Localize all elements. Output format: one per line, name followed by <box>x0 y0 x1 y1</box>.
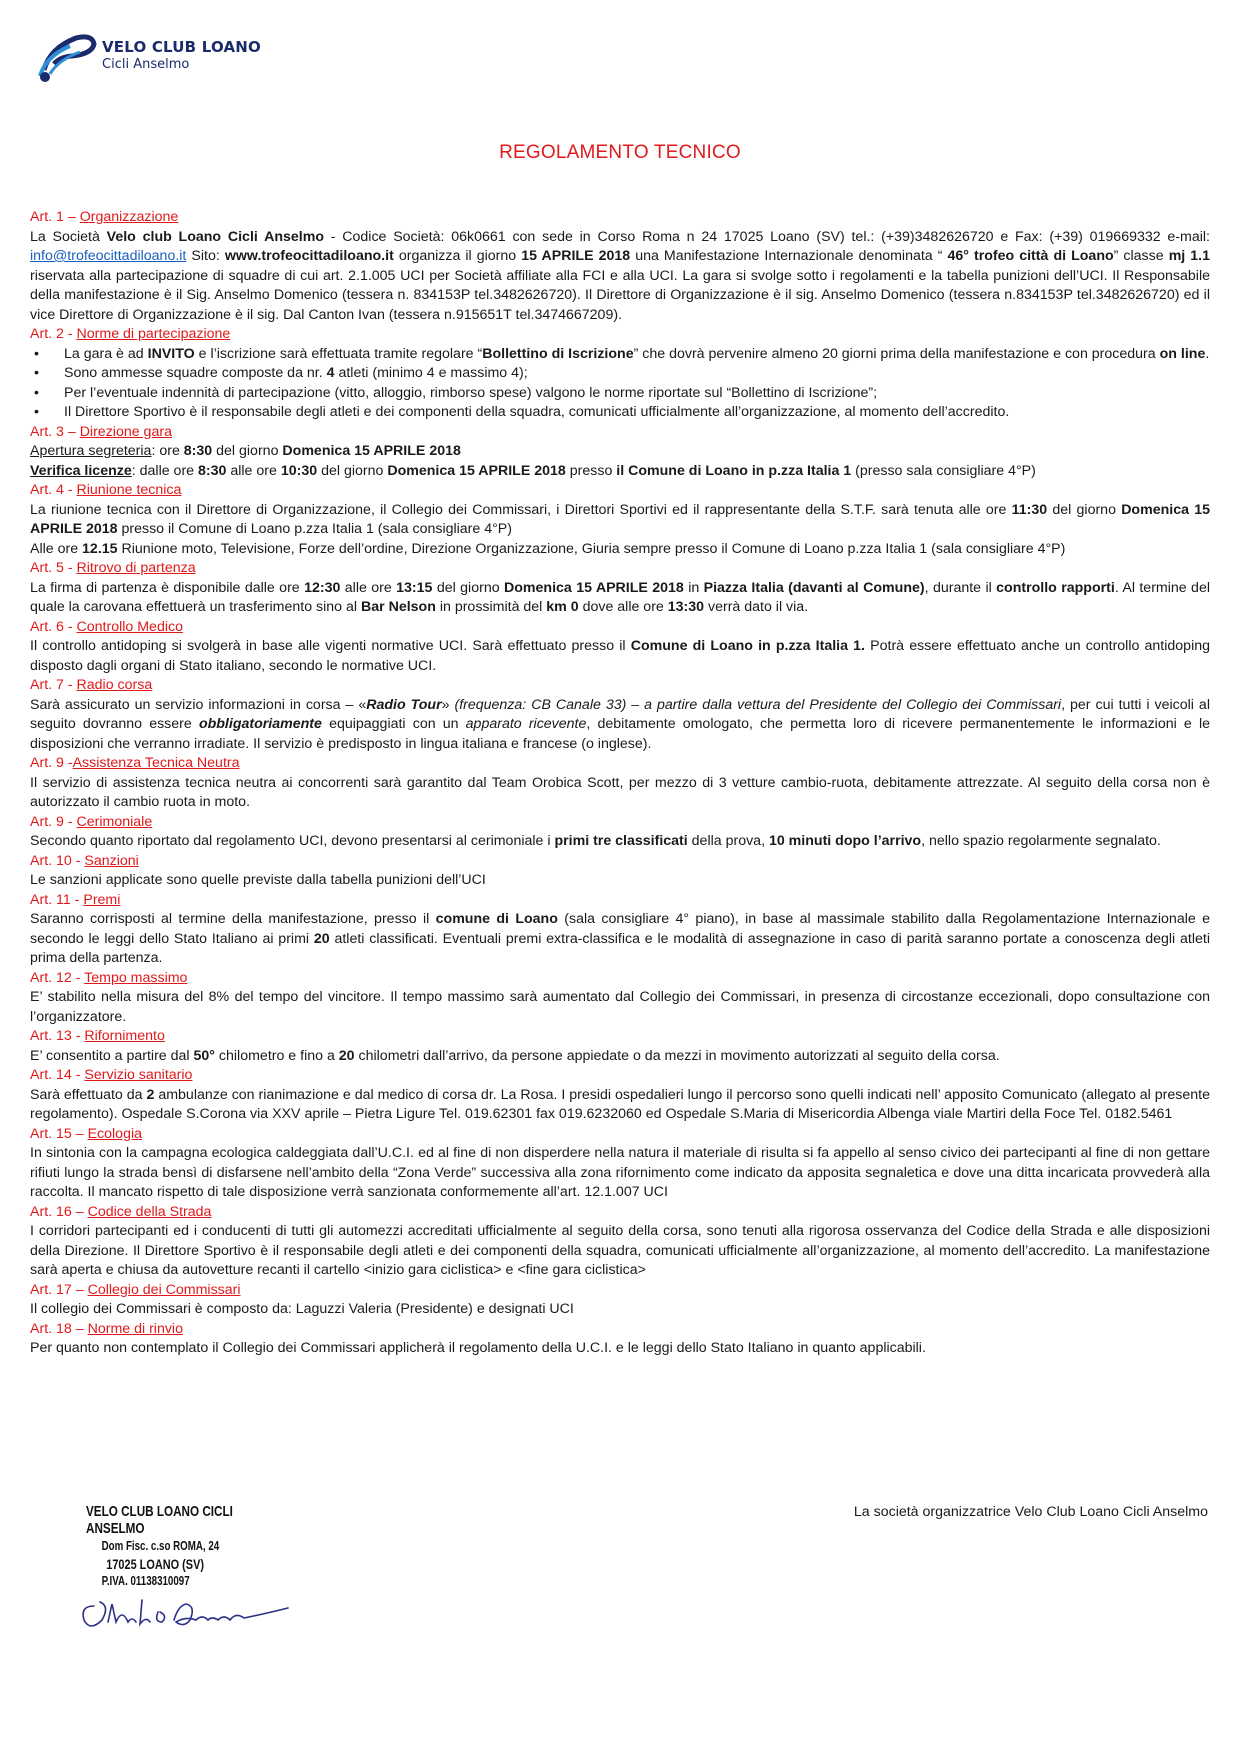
article-13-text: E’ consentito a partire dal 50° chilometro e fino a 20 chilometri dall’arrivo, da persone appiedate o da mezzi in movimento autorizzati al seguito della corsa. <box>30 1047 1000 1064</box>
article-5-heading: Art. 5 - Ritrovo di partenza <box>30 560 196 576</box>
article-10-text: Le sanzioni applicate sono quelle previste dalla tabella punizioni dell’UCI <box>30 872 486 888</box>
club-logo <box>36 30 276 90</box>
article-6-text: Il controllo antidoping si svolgerà in base alle vigenti normative UCI. Sarà effettuato presso il Comune di Loano in p.zza Italia 1. Potrà essere effettuato anche un controllo antidoping disposto dagli organi di Stato italiano, secondo le normative UCI. <box>30 638 1211 674</box>
list-item: • La gara è ad INVITO e l’iscrizione sarà effettuata tramite regolare “Bollettino di Iscrizione” che dovrà pervenire almeno 20 giorni prima della manifestazione e con procedura on line. <box>30 345 1210 365</box>
article-10-heading: Art. 10 - Sanzioni <box>30 852 139 869</box>
article-7-text: Sarà assicurato un servizio informazioni in corsa – «Radio Tour» (frequenza: CB Canale 33) – a partire dalla vettura del Presidente del Collegio dei Commissari, per cui tutti i veicoli al seguito dovranno essere obbligatoriamente equipaggiati con un apparato ricevente, debitamente omologato, che permetta loro di ricevere permanentemente le informazioni e le disposizioni che verranno irradiate. Il servizio è predisposto in lingua italiana e francese (o inglese). <box>30 696 1210 752</box>
logo-subtitle: Cicli Anselmo <box>102 57 190 72</box>
email-link[interactable]: info@trofeocittadiloano.it <box>30 248 187 264</box>
article-13-heading: Art. 13 - Rifornimento <box>30 1028 165 1044</box>
stamp-line-2: Dom Fisc. c.so ROMA, 24 <box>101 1539 220 1553</box>
article-7-heading: Art. 7 - Radio corsa <box>30 677 153 693</box>
article-15-text: In sintonia con la campagna ecologica caldeggiata dall’U.C.I. ed al fine di non disperdere nella natura il materiale di risulta si fa appello al senso civico dei partecipanti al fine di non gettare rifiuti lungo la strada bensì di disfarsene nell’ambito della “Zona Verde” successiva alla zona rifornimento come indicato da apposita segnaletica e dove una ditta incaricata provvederà alla raccolta. Il mancato rispetto di tale disposizione verrà sanzionata conformemente all’art. 12.1.007 UCI <box>30 1145 1210 1200</box>
article-11-text: Saranno corrisposti al termine della manifestazione, presso il comune di Loano (sala consigliare 4° piano), in base al massimale stabilito dalla Regolamentazione Internazionale e secondo le leggi dello Stato Italiano ai primi 20 atleti classificati. Eventuali premi extra-classifica e le modalità di assegnazione in caso di parità saranno portate a conoscenza degli atleti prima della partenza. <box>30 911 1210 966</box>
logo-name: VELO CLUB LOANO <box>102 38 262 56</box>
article-3-line-1: Apertura segreteria: ore 8:30 del giorno Domenica 15 APRILE 2018 <box>30 443 461 459</box>
article-17-text: Il collegio dei Commissari è composto da: Laguzzi Valeria (Presidente) e designati UCI <box>30 1301 574 1317</box>
article-2-heading: Art. 2 - Norme di partecipazione <box>30 326 231 342</box>
article-6-heading: Art. 6 - Controllo Medico <box>30 618 183 635</box>
handwritten-signature <box>74 1576 304 1636</box>
article-17-heading: Art. 17 – Collegio dei Commissari <box>30 1281 241 1298</box>
article-neutral-assistance-heading: Art. 9 -Assistenza Tecnica Neutra <box>30 755 240 771</box>
article-4-text: La riunione tecnica con il Direttore di Organizzazione, il Collegio dei Commissari, i Direttori Sportivi ed il rappresentante della S.T.F. sarà tenuta alle ore 11:30 del giorno Domenica 15 APRILE 2018 presso il Comune di Loano p.zza Italia 1 (sala consigliare 4°P) <box>30 501 1210 537</box>
article-9-heading: Art. 9 - Cerimoniale <box>30 813 153 830</box>
article-11-heading: Art. 11 - Premi <box>30 891 121 908</box>
stamp-line-4: P.IVA. 01138310097 <box>101 1574 190 1588</box>
article-1-text: La Società Velo club Loano Cicli Anselmo - Codice Società: 06k0661 con sede in Corso Roma n 24 17025 Loano (SV) tel.: (+39)3482626720 e Fax: (+39) 019669332 e-mail: info@trofeocittadiloano.it Sito: www.trofeocittadiloano.it organizza il giorno 15 APRILE 2018 una Manifestazione Internazionale denominata “ 46° trofeo città di Loano” classe mj 1.1 riservata alla partecipazione di squadre di cui art. 2.1.005 UCI per Società affiliate alla FCI e alla UCI. La gara si svolge sotto i regolamenti e la tabella punizioni dell’UCI. Il Responsabile della manifestazione è il Sig. Anselmo Domenico (tessera n. 834153P tel.3482626720). Il Direttore di Organizzazione è il sig. Anselmo Domenico (tessera n.834153P tel.3482626720) ed il vice Direttore di Organizzazione è il sig. Dal Canton Ivan (tessera n.915651T tel.3474667209). <box>30 228 1211 323</box>
document-title: REGOLAMENTO TECNICO <box>499 142 741 163</box>
list-item: • Per l’eventuale indennità di partecipazione (vitto, alloggio, rimborso spese) valgono le norme riportate sul “Bollettino di Iscrizione”; <box>30 384 1210 404</box>
organizer-signature-line: La società organizzatrice Velo Club Loano Cicli Anselmo <box>853 1504 1208 1520</box>
article-9-text: Secondo quanto riportato dal regolamento UCI, devono presentarsi al cerimoniale i primi tre classificati della prova, 10 minuti dopo l’arrivo, nello spazio regolarmente segnalato. <box>30 833 1161 849</box>
participation-rules-list <box>30 345 1210 423</box>
article-1-heading: Art. 1 – Organizzazione <box>30 209 179 225</box>
article-4-text-2: Alle ore 12.15 Riunione moto, Televisione, Forze dell’ordine, Direzione Organizzazione, Giuria sempre presso il Comune di Loano p.zza Italia 1 (sala consigliare 4°P) <box>30 540 1066 557</box>
article-12-heading: Art. 12 - Tempo massimo <box>30 969 188 986</box>
article-5-text: La firma di partenza è disponibile dalle ore 12:30 alle ore 13:15 del giorno Domenica 15 APRILE 2018 in Piazza Italia (davanti al Comune), durante il controllo rapporti. Al termine del quale la carovana effettuerà un trasferimento sino al Bar Nelson in prossimità del km 0 dove alle ore 13:30 verrà dato il via. <box>30 579 1210 615</box>
stamp-line-3: 17025 LOANO (SV) <box>106 1556 204 1572</box>
stamp-line-1: VELO CLUB LOANO CICLI ANSELMO <box>86 1503 233 1537</box>
article-16-heading: Art. 16 – Codice della Strada <box>30 1203 212 1220</box>
article-14-text: Sarà effettuato da 2 ambulanze con rianimazione e dal medico di corsa dr. La Rosa. I presidi ospedalieri lungo il percorso sono quelli indicati nell’ apposito Comunicato (allegato al presente regolamento). Ospedale S.Corona via XXV aprile – Pietra Ligure Tel. 019.62301 fax 019.6232060 ed Ospedale S.Maria di Misericordia Albenga viale Martiri della Foce Tel. 0182.5461 <box>30 1086 1210 1122</box>
article-3-heading: Art. 3 – Direzione gara <box>30 423 172 440</box>
article-18-text: Per quanto non contemplato il Collegio dei Commissari applicherà il regolamento della U.C.I. e le leggi dello Stato Italiano in quanto applicabili. <box>30 1340 926 1356</box>
article-12-text: E’ stabilito nella misura del 8% del tempo del vincitore. Il tempo massimo sarà aumentato dal Collegio dei Commissari, in presenza di circostanze eccezionali, dopo consultazione con l’organizzatore. <box>30 989 1210 1025</box>
article-14-heading: Art. 14 - Servizio sanitario <box>30 1067 193 1083</box>
article-15-heading: Art. 15 – Ecologia <box>30 1125 143 1142</box>
regulation-body <box>30 208 1210 1359</box>
article-neutral-assistance-text: Il servizio di assistenza tecnica neutra ai concorrenti sarà garantito dal Team Orobica Scott, per mezzo di 3 vetture cambio-ruota, debitamente attrezzate. Al seguito della corsa non è autorizzato il cambio ruota in moto. <box>30 774 1210 810</box>
cyclist-logo-icon <box>36 30 98 84</box>
article-18-heading: Art. 18 – Norme di rinvio <box>30 1320 183 1337</box>
article-3-line-2: Verifica licenze: dalle ore 8:30 alle ore 10:30 del giorno Domenica 15 APRILE 2018 presso il Comune di Loano in p.zza Italia 1 (presso sala consigliare 4°P) <box>30 462 1036 479</box>
article-4-heading: Art. 4 - Riunione tecnica <box>30 482 182 498</box>
list-item: • Il Direttore Sportivo è il responsabile degli atleti e dei componenti della squadra, comunicati ufficialmente all’organizzazione, al momento dell’accredito. <box>30 403 1210 423</box>
article-16-text: I corridori partecipanti ed i conducenti di tutti gli automezzi accreditati ufficialmente al seguito della corsa, sono tenuti alla rigorosa osservanza del Codice della Strada e alle disposizioni della Direzione. Il Direttore Sportivo è il responsabile degli atleti e dei componenti della squadra, comunicati ufficialmente all’organizzazione, al momento dell’accredito. La manifestazione sarà aperta e chiusa da autovetture recanti il cartello <inizio gara ciclistica> e <fine gara ciclistica> <box>30 1223 1210 1278</box>
list-item: • Sono ammesse squadre composte da nr. 4 atleti (minimo 4 e massimo 4); <box>30 364 1210 384</box>
